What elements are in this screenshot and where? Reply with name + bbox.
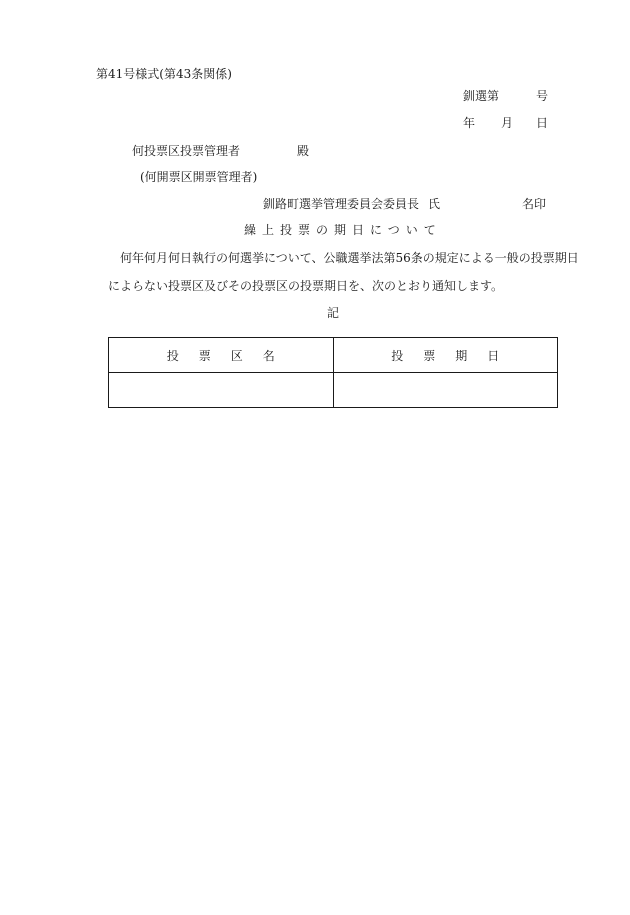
recipient-name: 何投票区投票管理者: [132, 144, 241, 158]
district-date-table: [108, 337, 558, 408]
header-district-name: 投票区名: [109, 338, 334, 373]
body-text-line-2: によらない投票区及びその投票区の投票期日を、次のとおり通知します。: [108, 279, 504, 293]
table-row: [109, 373, 558, 408]
date-month-label: 月: [501, 116, 514, 130]
cell-voting-date: [333, 373, 558, 408]
sender-title: 釧路町選挙管理委員会委員長: [263, 197, 420, 211]
sender-name-label: 氏: [428, 197, 441, 211]
ki-heading: 記: [327, 306, 340, 320]
body-text-line-1: 何年何月何日執行の何選挙について、公職選挙法第56条の規定による一般の投票期日: [120, 251, 579, 265]
date-year-label: 年: [463, 116, 476, 130]
recipient-honorific: 殿: [297, 144, 310, 158]
date-day-label: 日: [536, 116, 549, 130]
reference-suffix: 号: [536, 89, 549, 103]
table-header-row: [109, 338, 558, 373]
header-voting-date: 投票期日: [333, 338, 558, 373]
sender-seal-label: 名印: [522, 197, 547, 211]
cell-district-name: [109, 373, 334, 408]
recipient-alternate: (何開票区開票管理者): [140, 170, 258, 184]
document-title: 繰上投票の期日について: [244, 223, 442, 237]
form-number: 第41号様式(第43条関係): [96, 67, 232, 81]
reference-prefix: 釧選第: [463, 89, 500, 103]
